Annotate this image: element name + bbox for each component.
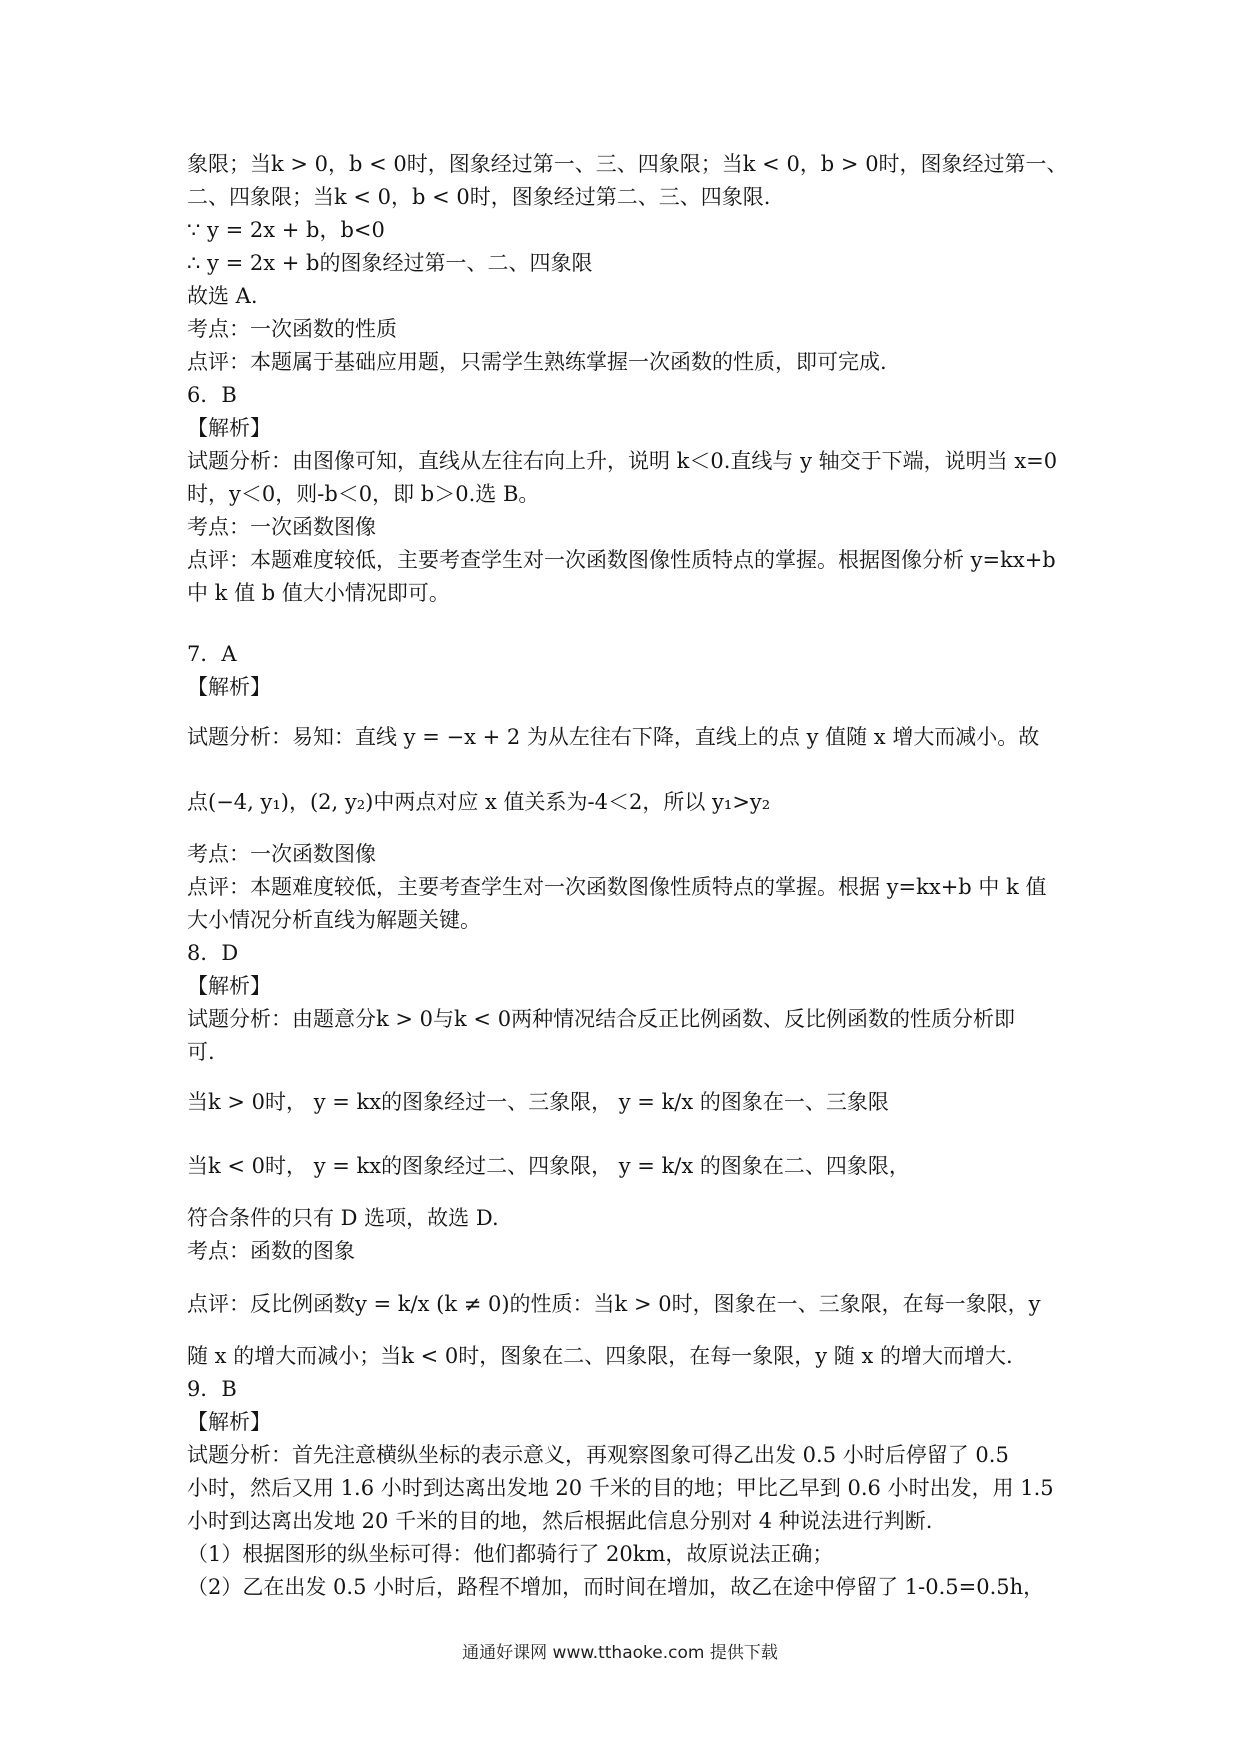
text-line: 小时，然后又用 1.6 小时到达离出发地 20 千米的目的地；甲比乙早到 0.6 小时出发，用 1.5 (187, 1476, 1054, 1500)
text-line: 试题分析：由图像可知，直线从左往右向上升，说明 k＜0.直线与 y 轴交于下端，说明当 x=0 (187, 449, 1058, 473)
text-line: 8．D (187, 941, 239, 965)
text-line: 二、四象限；当k < 0，b < 0时，图象经过第二、三、四象限. (187, 185, 771, 209)
text-line: 考点：函数的图象 (187, 1239, 355, 1263)
text-line: ∵ y = 2x + b，b<0 (187, 218, 385, 242)
text-line: 点(−4, y₁)，(2, y₂)中两点对应 x 值关系为-4＜2，所以 y₁>y₂ (187, 790, 771, 814)
text-line: 随 x 的增大而减小；当k < 0时，图象在二、四象限，在每一象限，y 随 x 的增大而增大. (187, 1344, 1013, 1368)
text-line: 故选 A. (187, 284, 258, 308)
text-line: （2）乙在出发 0.5 小时后，路程不增加，而时间在增加，故乙在途中停留了 1-0.5=0.5h， (187, 1575, 1045, 1599)
text-line: 时，y＜0，则-b＜0，即 b＞0.选 B。 (187, 482, 540, 506)
text-line: 【解析】 (187, 416, 271, 440)
text-line: 考点：一次函数图像 (187, 842, 376, 866)
page-footer: 通通好课网 www.tthaoke.com 提供下载 (462, 1643, 778, 1663)
text-line: 【解析】 (187, 1410, 271, 1434)
text-line: 试题分析：首先注意横纵坐标的表示意义，再观察图象可得乙出发 0.5 小时后停留了 0.5 (187, 1443, 1009, 1467)
text-line: 7．A (187, 642, 237, 666)
text-line: 6．B (187, 383, 237, 407)
text-line: （1）根据图形的纵坐标可得：他们都骑行了 20km，故原说法正确； (187, 1542, 834, 1566)
text-line: 试题分析：由题意分k > 0与k < 0两种情况结合反正比例函数、反比例函数的性质分析即 (187, 1007, 1016, 1031)
text-line: 当k > 0时， y = kx的图象经过一、三象限， y = k/x 的图象在一、三象限 (187, 1090, 889, 1114)
text-line: ∴ y = 2x + b的图象经过第一、二、四象限 (187, 251, 593, 275)
text-line: 点评：本题难度较低，主要考查学生对一次函数图像性质特点的掌握。根据图像分析 y=kx+b (187, 548, 1056, 572)
text-line: 【解析】 (187, 675, 271, 699)
text-line: 点评：本题属于基础应用题，只需学生熟练掌握一次函数的性质，即可完成. (187, 350, 887, 374)
text-line: 中 k 值 b 值大小情况即可。 (187, 581, 450, 605)
text-line: 象限；当k > 0，b < 0时，图象经过第一、三、四象限；当k < 0，b > 0时，图象经过第一、 (187, 152, 1068, 176)
text-line: 试题分析：易知：直线 y = −x + 2 为从左往右下降，直线上的点 y 值随 x 增大而减小。故 (187, 725, 1040, 749)
text-line: 9．B (187, 1377, 237, 1401)
text-line: 可. (187, 1040, 215, 1064)
text-line: 【解析】 (187, 974, 271, 998)
text-line: 点评：本题难度较低，主要考查学生对一次函数图像性质特点的掌握。根据 y=kx+b 中 k 值 (187, 875, 1047, 899)
text-line: 当k < 0时， y = kx的图象经过二、四象限， y = k/x 的图象在二、四象限， (187, 1154, 910, 1178)
text-line: 大小情况分析直线为解题关键。 (187, 908, 481, 932)
text-line: 符合条件的只有 D 选项，故选 D. (187, 1206, 499, 1230)
text-line: 考点：一次函数的性质 (187, 317, 397, 341)
text-line: 小时到达离出发地 20 千米的目的地，然后根据此信息分别对 4 种说法进行判断. (187, 1509, 933, 1533)
text-line: 考点：一次函数图像 (187, 515, 376, 539)
text-line: 点评：反比例函数y = k/x (k ≠ 0)的性质：当k > 0时，图象在一、三象限，在每一象限，y (187, 1292, 1041, 1316)
